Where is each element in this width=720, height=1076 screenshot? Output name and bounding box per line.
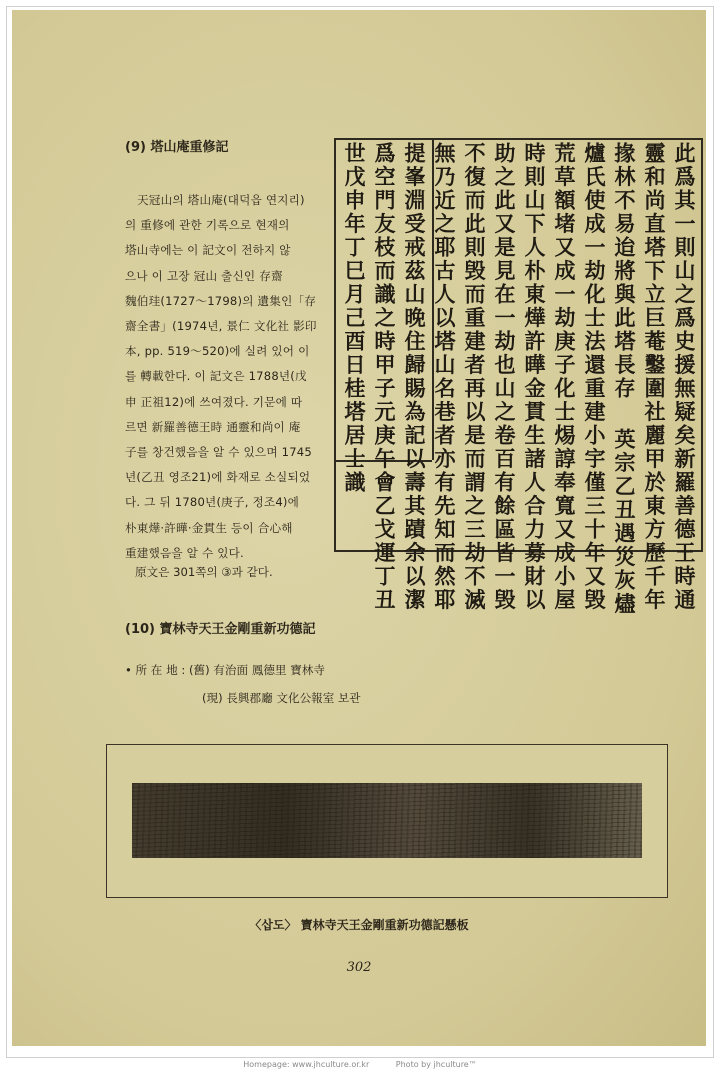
body-line: 塔山寺에는 이 記文이 전하지 않 <box>125 243 291 258</box>
classical-column: 靈和尚直塔下立巨菴鑿圍社麗甲於東方歷千年 <box>642 142 667 612</box>
classical-column: 爲空門友枝而識之時甲子元庚午會乙戈運丁丑 <box>372 142 397 612</box>
classical-column: 助之此又是見在一劫也山之卷百有餘區皆一毁 <box>492 142 517 612</box>
body-line: 本, pp. 519～520)에 실려 있어 이 <box>125 344 310 359</box>
body-line: 의 重修에 관한 기록으로 현재의 <box>125 218 290 233</box>
section-10-title: (10) 寶林寺天王金剛重新功德記 <box>125 622 316 637</box>
location-now-line: (現) 長興郡廳 文化公報室 보관 <box>202 691 361 705</box>
original-text-note: 原文은 301쪽의 ③과 같다. <box>135 565 273 579</box>
photo-credit: Photo by jhculture™ <box>395 1060 477 1069</box>
body-line: 申 正祖12)에 쓰여졌다. 기문에 따 <box>125 394 303 409</box>
photo-footer <box>0 1060 720 1069</box>
body-line: 다. 그 뒤 1780년(庚子, 정조4)에 <box>125 495 300 510</box>
body-line: 르면 新羅善德王時 通靈和尚이 庵 <box>125 419 301 434</box>
body-line: 으나 이 고장 冠山 출신인 存齋 <box>125 268 283 283</box>
classical-column: 世戊申年丁巳月己酉日桂塔居士識 <box>342 142 367 495</box>
body-line: 齋全書」(1974년, 景仁 文化社 影印 <box>125 319 317 334</box>
classical-column: 時則山下人朴東燁許曄金貫生諸人合力募財以 <box>522 142 547 612</box>
location-line: • 所 在 地 : (舊) 有治面 鳳德里 寶林寺 <box>125 663 325 677</box>
body-line: 魏伯珪(1727～1798)의 遺集인「存 <box>125 293 317 308</box>
body-line: 重建했음을 알 수 있다. <box>125 545 244 560</box>
figure-caption: 〈삽도〉 寶林寺天王金剛重新功德記懸板 <box>249 918 469 932</box>
section-9-title: (9) 塔山庵重修記 <box>125 140 229 155</box>
body-line: 天冠山의 塔山庵(대덕읍 연지리) <box>137 193 305 207</box>
section-9-body <box>125 188 343 566</box>
classical-column: 此爲其一則山之爲史援無疑矣新羅善德王時通 <box>672 142 697 612</box>
classical-text-block <box>334 138 703 616</box>
rubbing-image <box>132 783 642 858</box>
body-line: 朴東燁·許曄·金貫生 등이 合心해 <box>125 520 293 535</box>
page-number: 302 <box>346 960 372 975</box>
classical-column: 提峯淵受戒茲山晚住歸賜為記以壽其蹟余以潔 <box>402 142 427 612</box>
classical-column: 不復而此則毁而重建者再以是而謂之三劫不滅 <box>462 142 487 612</box>
body-line: 년(乙丑 영조21)에 화재로 소실되었 <box>125 470 311 485</box>
classical-column: 爐氏使成一劫化士法還重建小宇僅三十年又毁 <box>582 142 607 612</box>
body-line: 子를 창건했음을 알 수 있으며 1745 <box>125 445 312 460</box>
book-page <box>12 10 706 1046</box>
homepage-credit: Homepage: www.jhculture.or.kr <box>243 1060 370 1069</box>
body-line: 를 轉載한다. 이 記文은 1788년(戊 <box>125 369 307 384</box>
figure-plate <box>106 744 668 898</box>
block-top-rule <box>336 138 701 140</box>
classical-column: 無乃近之耶古人以塔山名巷者亦有先知而然耶 <box>432 142 457 612</box>
classical-column: 荒草額堵又成一劫庚子化士焬諄奉寬又成小屋 <box>552 142 577 612</box>
classical-column: 掾林不易迨將與此塔長存 英宗乙丑遇災灰燼 <box>612 142 637 616</box>
